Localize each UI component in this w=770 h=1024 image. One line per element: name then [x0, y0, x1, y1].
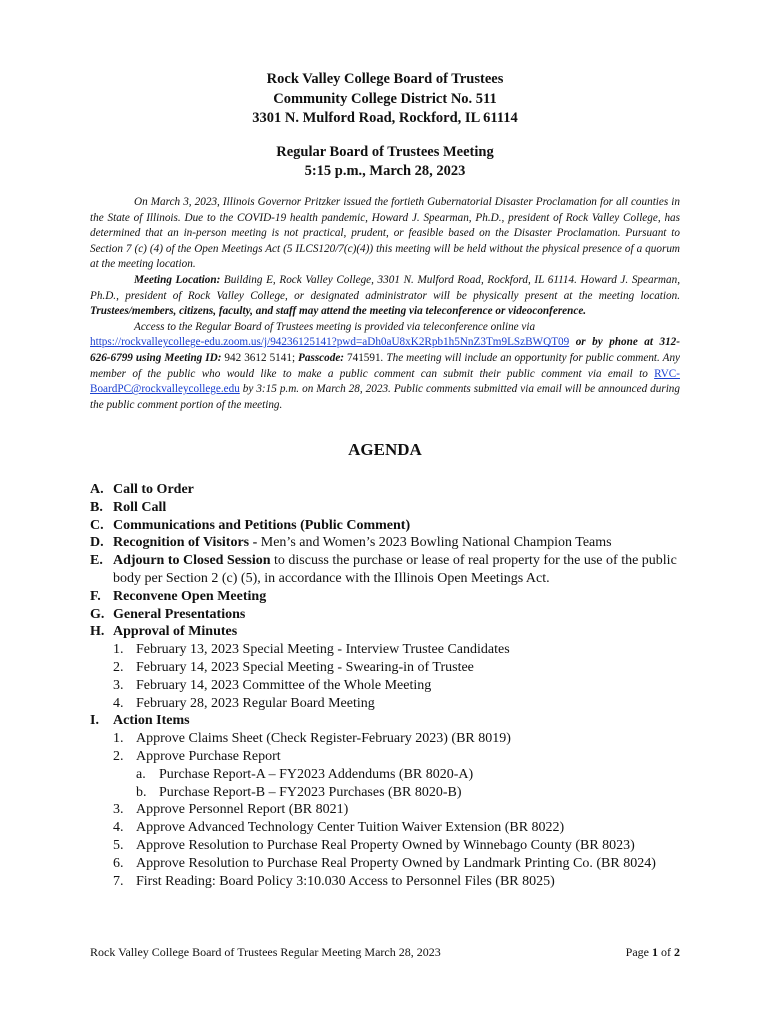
minutes-item — [90, 695, 700, 713]
notice-paragraph-proclamation: On March 3, 2023, Illinois Governor Pritzker issued the fortieth Gubernatorial Disaster Proclamation for all counties in the State of Illinois. Due to the COVID-19 health pandemic, Howard J. Spearman, Ph.D., president of Rock Valley College, has determined that an in-person meeting is not practical, prudent, or feasible based on the Disaster Proclamation. Pursuant to Section 7 (c) (4) of the Open Meetings Act (5 ILCS120/7(c)(4)) this meeting will be held without the physical presence of a quorum at the meeting location. — [90, 196, 680, 271]
sub-text: February 14, 2023 Committee of the Whole Meeting — [136, 677, 432, 693]
meeting-id: 942 3612 5141; — [221, 351, 299, 364]
notice-paragraph-location — [90, 273, 680, 320]
footer-title: Rock Valley College Board of Trustees Regular Meeting March 28, 2023 — [90, 945, 441, 959]
total-pages: 2 — [674, 945, 680, 959]
agenda-title: AGENDA — [348, 440, 422, 459]
item-text: to discuss the purchase or lease of real property for the use of the public body per Section 2 (c) (5), in accordance with the Illinois Open Meetings Act. — [113, 553, 677, 586]
item-title: Approval of Minutes — [113, 624, 238, 640]
action-item — [90, 819, 700, 837]
purchase-report-item — [90, 766, 700, 784]
agenda-item-h — [90, 623, 700, 641]
agenda-item-e — [90, 552, 700, 588]
sub-text: Approve Personnel Report (BR 8021) — [136, 802, 349, 818]
item-title: Communications and Petitions (Public Comment) — [113, 517, 411, 533]
item-letter: F. — [90, 588, 101, 604]
comment-email-link[interactable]: RVC-BoardPC@rockvalleycollege.edu — [90, 367, 680, 396]
minutes-item — [90, 677, 700, 695]
current-page: 1 — [652, 945, 658, 959]
access-text: Access to the Regular Board of Trustees meeting is provided via teleconference online via — [134, 320, 536, 333]
agenda-item-g — [90, 606, 700, 624]
item-title: Adjourn to Closed Session — [113, 553, 271, 569]
district-name: Community College District No. 511 — [273, 90, 497, 107]
comment-text: . The meeting will include an opportunity for public comment. Any member of the public who would like to make a public comment can submit their public comment via email to — [90, 351, 681, 380]
agenda-item-b — [90, 499, 700, 517]
page-of: of — [658, 945, 674, 959]
sub-text: February 28, 2023 Regular Board Meeting — [136, 695, 375, 711]
sub-text: Approve Resolution to Purchase Real Property Owned by Landmark Printing Co. (BR 8024) — [136, 855, 656, 871]
page-footer — [90, 945, 680, 960]
subsub-letter: b. — [136, 784, 147, 800]
document-header — [0, 70, 770, 182]
item-title: Recognition of Visitors - — [113, 535, 258, 551]
address: 3301 N. Mulford Road, Rockford, IL 61114 — [252, 110, 518, 126]
zoom-link[interactable]: https://rockvalleycollege-edu.zoom.us/j/94236125141?pwd=aDh0aU8xK2Rpb1h5NnZ3Tm9LSzBWQT09 — [90, 336, 570, 349]
item-title: Roll Call — [113, 499, 167, 515]
sub-number: 5. — [113, 837, 124, 853]
agenda-item-a — [90, 481, 700, 499]
passcode: 741591 — [344, 351, 381, 364]
page-prefix: Page — [625, 945, 652, 959]
meeting-notice — [90, 195, 680, 413]
sub-text: Approve Advanced Technology Center Tuition Waiver Extension (BR 8022) — [136, 820, 565, 836]
action-item — [90, 855, 700, 873]
item-letter: C. — [90, 517, 104, 533]
comment-deadline-text: by 3:15 p.m. on March 28, 2023. Public comments submitted via email will be announced during the public comment portion of the meeting. — [90, 383, 680, 411]
item-letter: I. — [90, 713, 99, 729]
location-label: Meeting Location: — [134, 273, 221, 286]
item-title: Action Items — [113, 713, 190, 729]
sub-number: 1. — [113, 731, 124, 747]
meeting-datetime: 5:15 p.m., March 28, 2023 — [304, 163, 466, 179]
sub-number: 3. — [113, 677, 124, 693]
sub-number: 4. — [113, 695, 124, 711]
action-item — [90, 748, 700, 766]
phone-text: or by phone at 312-626-6799 using Meeting ID: — [90, 336, 680, 364]
sub-text: February 13, 2023 Special Meeting - Interview Trustee Candidates — [136, 642, 510, 658]
meeting-title: Regular Board of Trustees Meeting — [276, 143, 494, 160]
item-letter: H. — [90, 624, 105, 640]
page-number — [626, 945, 680, 960]
agenda-item-i — [90, 712, 700, 730]
location-text: Building E, Rock Valley College, 3301 N. Mulford Road, Rockford, IL 61114. Howard J. Spearman, Ph.D., president of Rock Valley College, or designated administrator will be physically present at the meeting location. — [90, 273, 680, 302]
notice-paragraph-access — [90, 320, 680, 414]
subsub-text: Purchase Report-A – FY2023 Addendums (BR 8020-A) — [159, 766, 474, 782]
agenda-item-f — [90, 588, 700, 606]
item-title: General Presentations — [113, 606, 246, 622]
action-item — [90, 837, 700, 855]
item-letter: A. — [90, 482, 104, 497]
purchase-report-item — [90, 784, 700, 802]
subsub-text: Purchase Report-B – FY2023 Purchases (BR 8020-B) — [159, 784, 462, 800]
item-letter: D. — [90, 535, 104, 551]
item-letter: G. — [90, 606, 105, 622]
sub-number: 3. — [113, 802, 124, 818]
attendance-text: Trustees/members, citizens, faculty, and staff may attend the meeting via teleconference or videoconference. — [90, 305, 587, 318]
sub-number: 7. — [113, 873, 124, 889]
sub-text: Approve Claims Sheet (Check Register-February 2023) (BR 8019) — [136, 731, 511, 747]
action-item — [90, 873, 700, 891]
sub-number: 2. — [113, 659, 124, 675]
sub-text: February 14, 2023 Special Meeting - Swearing-in of Trustee — [136, 659, 474, 675]
sub-number: 4. — [113, 820, 124, 836]
item-letter: E. — [90, 553, 103, 569]
subsub-letter: a. — [136, 766, 146, 782]
item-title: Call to Order — [113, 482, 194, 497]
minutes-item — [90, 659, 700, 677]
board-name: Rock Valley College Board of Trustees — [266, 71, 504, 87]
action-item — [90, 801, 700, 819]
sub-text: Approve Purchase Report — [136, 748, 281, 764]
action-item — [90, 730, 700, 748]
sub-number: 1. — [113, 642, 124, 658]
minutes-item — [90, 641, 700, 659]
item-text: Men’s and Women’s 2023 Bowling National Champion Teams — [257, 535, 612, 551]
item-letter: B. — [90, 499, 103, 515]
sub-text: First Reading: Board Policy 3:10.030 Access to Personnel Files (BR 8025) — [136, 873, 555, 889]
sub-number: 6. — [113, 855, 124, 871]
sub-number: 2. — [113, 748, 124, 764]
agenda-list — [90, 481, 700, 890]
passcode-label: Passcode: — [298, 351, 345, 364]
item-title: Reconvene Open Meeting — [113, 588, 267, 604]
sub-text: Approve Resolution to Purchase Real Property Owned by Winnebago County (BR 8023) — [136, 837, 635, 853]
agenda-item-c — [90, 517, 700, 535]
agenda-item-d — [90, 534, 700, 552]
